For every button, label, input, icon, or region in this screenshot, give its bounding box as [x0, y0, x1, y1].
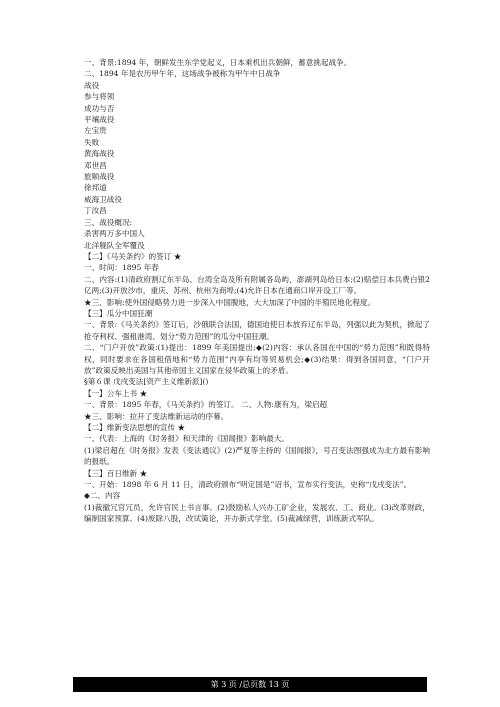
- section-heading: 【二】《马关条约》的签订 ★: [84, 251, 182, 261]
- text-line: ★三、影响：拉开了变法维新运动的序幕。: [84, 411, 229, 421]
- section-heading: 【二】维新变法思想的宣传 ★: [84, 423, 186, 432]
- paragraph: 一、开始：1898 年 6 月 11 日，清政府颁布“明定国是”诏书，宣布实行变法，史称“戊戌变法”。: [84, 480, 412, 490]
- text-line: 一、背景:1894 年，朝鲜发生东学党起义，日本乘机出兵朝鲜，蓄意挑起战争。: [84, 58, 352, 67]
- page-footer: [73, 677, 427, 692]
- text-line: ◆二、内容: [84, 491, 121, 501]
- section-heading: 【一】公车上书 ★: [84, 388, 148, 398]
- table-cell: 平壤战役: [84, 115, 115, 125]
- text-line: 三、战役概况:: [84, 217, 133, 227]
- text-line: 一、背景：1895 年春，《马关条约》的签订。 二、人物:康有为，梁启超: [84, 400, 328, 410]
- section-heading: 【三】百日维新 ★: [84, 468, 148, 478]
- table-cell: 成功与否: [84, 103, 115, 113]
- table-cell: 战役: [84, 80, 100, 90]
- text-line: 一、代表：上海的《时务报》和天津的《国闻报》影响最大。: [84, 434, 290, 444]
- table-cell: 参与将领: [84, 92, 115, 102]
- paragraph: 二、内容:(1)清政府割辽东半岛、台湾全岛及所有附属各岛屿，澎湖列岛给日本;(2)赔偿日本兵费白银2亿两;(3)开放沙市，重庆、苏州、杭州为商埠;(4)允许日本在通商口岸开设工厂等。: [84, 274, 430, 296]
- table-cell: 徐邦道: [84, 183, 107, 193]
- text-line: 二、1894 年是农历甲午年，这场战争被称为甲午中日战争: [84, 69, 281, 79]
- text-line: 杀害两万多中国人: [84, 229, 145, 239]
- paragraph: 二、“门户开放”政策:(1)提出：1899 年美国提出;◆(2)内容：承认各国在中国的“势力范围”和既得特权，同时要求在各国租借地和“势力范围”内享有均等贸易机会;◆(3)结果：得到各国同意，“门户开放”政策反映出美国与其他帝国主义国家在侵华政策上的矛盾。: [84, 343, 430, 375]
- table-cell: 威海卫战役: [84, 194, 122, 204]
- table-cell: 失败: [84, 137, 100, 147]
- section-heading: 【三】瓜分中国狂潮: [84, 308, 153, 318]
- table-cell: 旅顺战役: [84, 172, 115, 182]
- document-body: [84, 57, 430, 525]
- paragraph: ★三、影响:使外国侵略势力进一步深入中国腹地，大大加深了中国的半殖民地化程度。: [84, 297, 376, 307]
- lesson-heading: §第６课 戊戌变法[资产主义维新派](): [84, 377, 209, 387]
- text-line: 北洋舰队全军覆没: [84, 240, 145, 250]
- paragraph: 一、背景:《马关条约》签订后，沙俄联合法国，德国迫使日本放弃辽东半岛，列强以此为契机，掀起了抢夺利权、强租港湾、划分“势力范围”的瓜分中国狂潮。: [84, 320, 430, 341]
- table-cell: 丁汝昌: [84, 206, 107, 216]
- text-line: 一、时间：1895 年春: [84, 263, 159, 273]
- table-cell: 邓世昌: [84, 160, 107, 170]
- paragraph: (1)梁启超在《时务报》发表《变法通议》(2)严复等主持的《国闻报》，号召变法图强成为北方最有影响的报纸。: [84, 445, 430, 467]
- table-cell: 黄海战役: [84, 149, 115, 159]
- page-number: 第 3 页 /总页数 13 页: [210, 680, 290, 689]
- table-cell: 左宝贵: [84, 126, 107, 136]
- paragraph: (1)裁撤冗官冗员，允许官民上书言事。(2)鼓励私人兴办工矿企业，发展农、工、商业。(3)改革财政，编制国家预算。(4)废除八股，改试策论，开办新式学堂。(5)裁减绿营，训练新式军队。: [84, 502, 430, 524]
